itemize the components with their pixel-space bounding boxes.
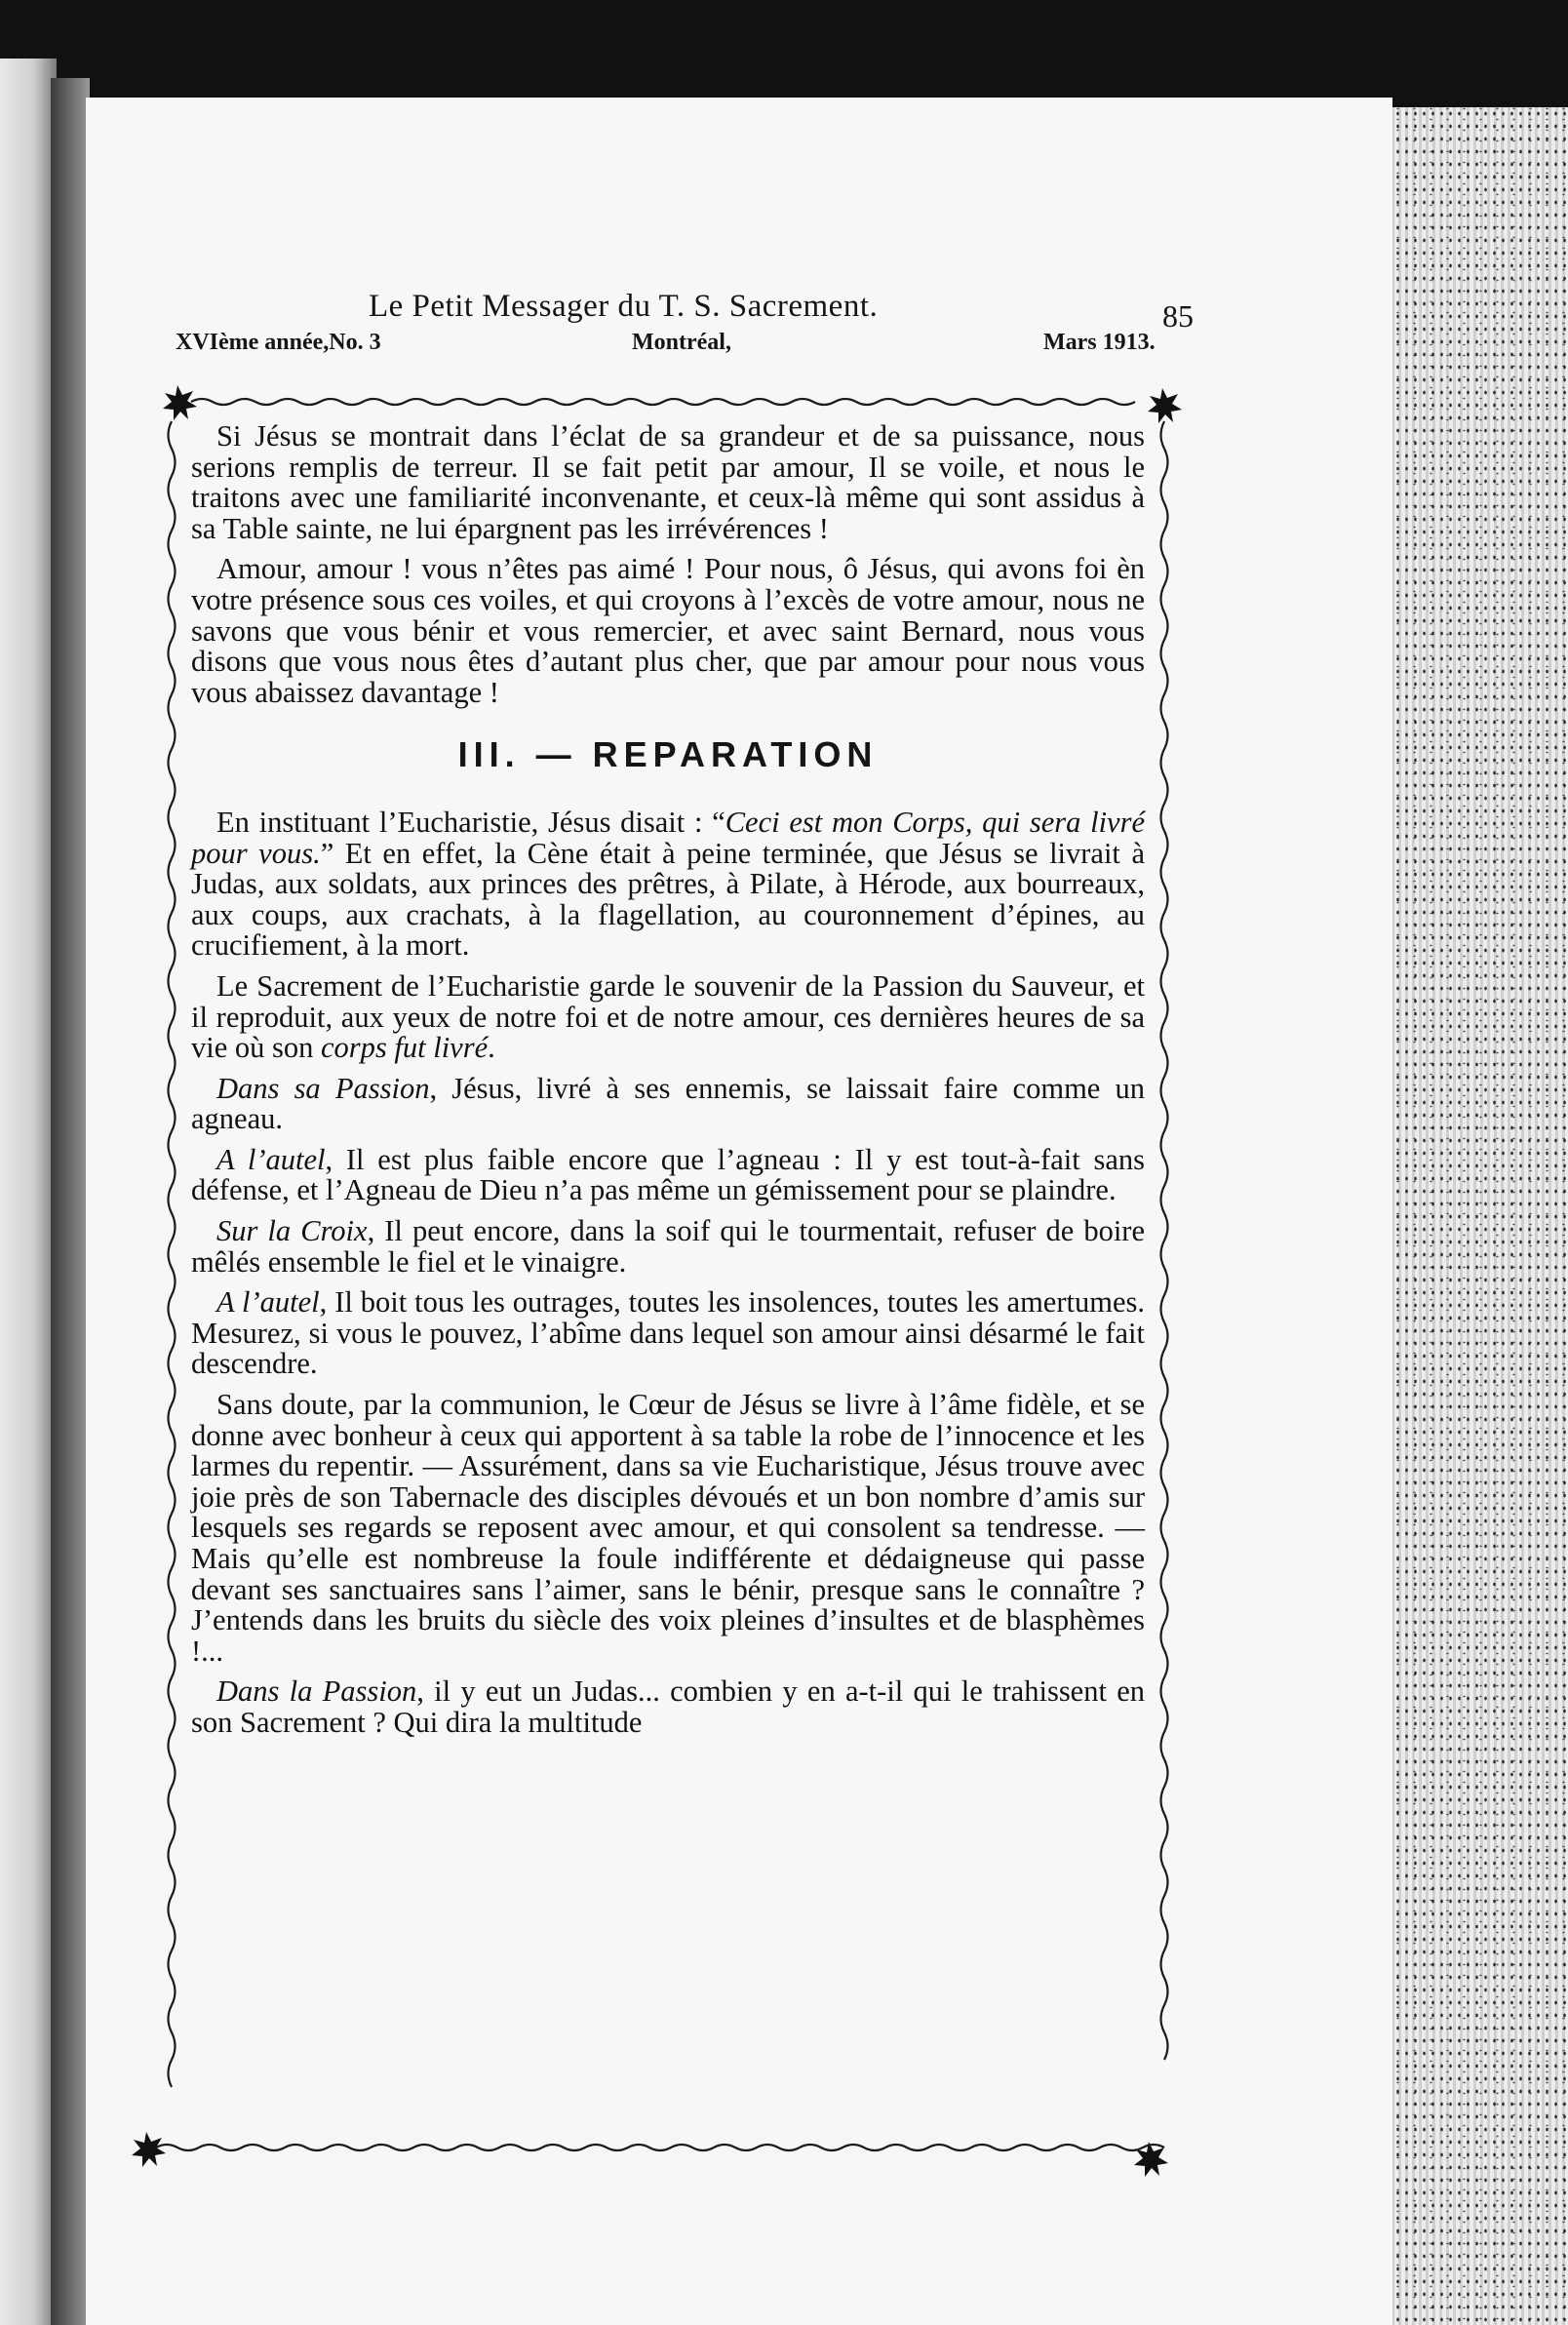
page-stack: [1385, 107, 1568, 2325]
paragraph: Le Sacrement de l’Eucharistie garde le souvenir de la Passion du Sauveur, et il reproduit, aux yeux de notre foi et de notre amour, ces dernières heures de sa vie où son corps fut livré.: [191, 968, 1145, 1065]
issue-date: Mars 1913.: [1043, 330, 1156, 355]
paragraph: Dans sa Passion, Jésus, livré à ses ennemis, se laissait faire comme un agneau.: [191, 1071, 1146, 1136]
paragraph: Amour, amour ! vous n’êtes pas aimé ! Pour nous, ô Jésus, qui avons foi èn votre présence sous ces voiles, et qui croyons à l’excès de votre amour, nous ne savons que vous bénir et vous remercier, et avec saint Bernard, nous vous disons que vous nous êtes d’autant plus cher, que par amour pour nous vous vous abaissez davantage !: [191, 552, 1145, 709]
paragraph: Si Jésus se montrait dans l’éclat de sa grandeur et de sa puissance, nous serions remplis de terreur. Il se fait petit par amour, Il se voile, et nous le traitons avec une familiarité inconvenante, et ceux-là même qui sont assidus à sa Table sainte, ne lui épargnent pas les irrévérences !: [191, 419, 1145, 545]
article-body: [191, 421, 1145, 1749]
paragraph: A l’autel, Il est plus faible encore que l’agneau : Il y est tout-à-fait sans défense, et l’Agneau de Dieu n’a pas même un gémissement pour se plaindre.: [191, 1142, 1145, 1207]
paragraph: Sans doute, par la communion, le Cœur de Jésus se livre à l’âme fidèle, et se donne avec bonheur à ceux qui apportent à sa table la robe de l’innocence et les larmes du repentir. — Assurément, dans sa vie Eucharistique, Jésus trouve avec joie près de son Tabernacle des disciples dévoués et un bon nombre d’amis sur lesquels ses regards se reposent avec amour, et qui consolent sa tendresse. — Mais qu’elle est nombreuse la foule indifférente et dédaigneuse qui passe devant ses sanctuaires sans l’aimer, sans le bénir, presque sans le connaître ? J’entends dans les bruits du siècle des voix pleines d’insultes et de blasphèmes !...: [191, 1388, 1145, 1668]
paragraph: A l’autel, Il boit tous les outrages, toutes les insolences, toutes les amertumes. Mesurez, si vous le pouvez, l’abîme dans lequel son amour ainsi désarmé le fait descendre.: [191, 1285, 1145, 1381]
binding-shadow: [51, 78, 90, 2325]
paragraph: En instituant l’Eucharistie, Jésus disait : “Ceci est mon Corps, qui sera livré pour vous.” Et en effet, la Cène était à peine terminée, que Jésus se livrait à Judas, aux soldats, aux princes des prêtres, à Pilate, à Hérode, aux bourreaux, aux coups, aux crachats, à la flagellation, au couronnement d’épines, au crucifiement, à la mort.: [191, 805, 1145, 963]
city: Montréal,: [632, 330, 731, 355]
paragraph: Dans la Passion, il y eut un Judas... combien y en a-t-il qui le trahissent en son Sacrement ? Qui dira la multitude: [191, 1675, 1146, 1739]
paragraph: Sur la Croix, Il peut encore, dans la soif qui le tourmentait, refuser de boire mêlés ensemble le fiel et le vinaigre.: [191, 1214, 1146, 1279]
section-heading: III. — REPARATION: [457, 734, 879, 775]
running-title: Le Petit Messager du T. S. Sacrement.: [369, 289, 879, 324]
page-number: 85: [1162, 298, 1194, 334]
left-page-edge: [0, 59, 57, 2325]
issue-number: XVIème année,No. 3: [176, 330, 381, 355]
